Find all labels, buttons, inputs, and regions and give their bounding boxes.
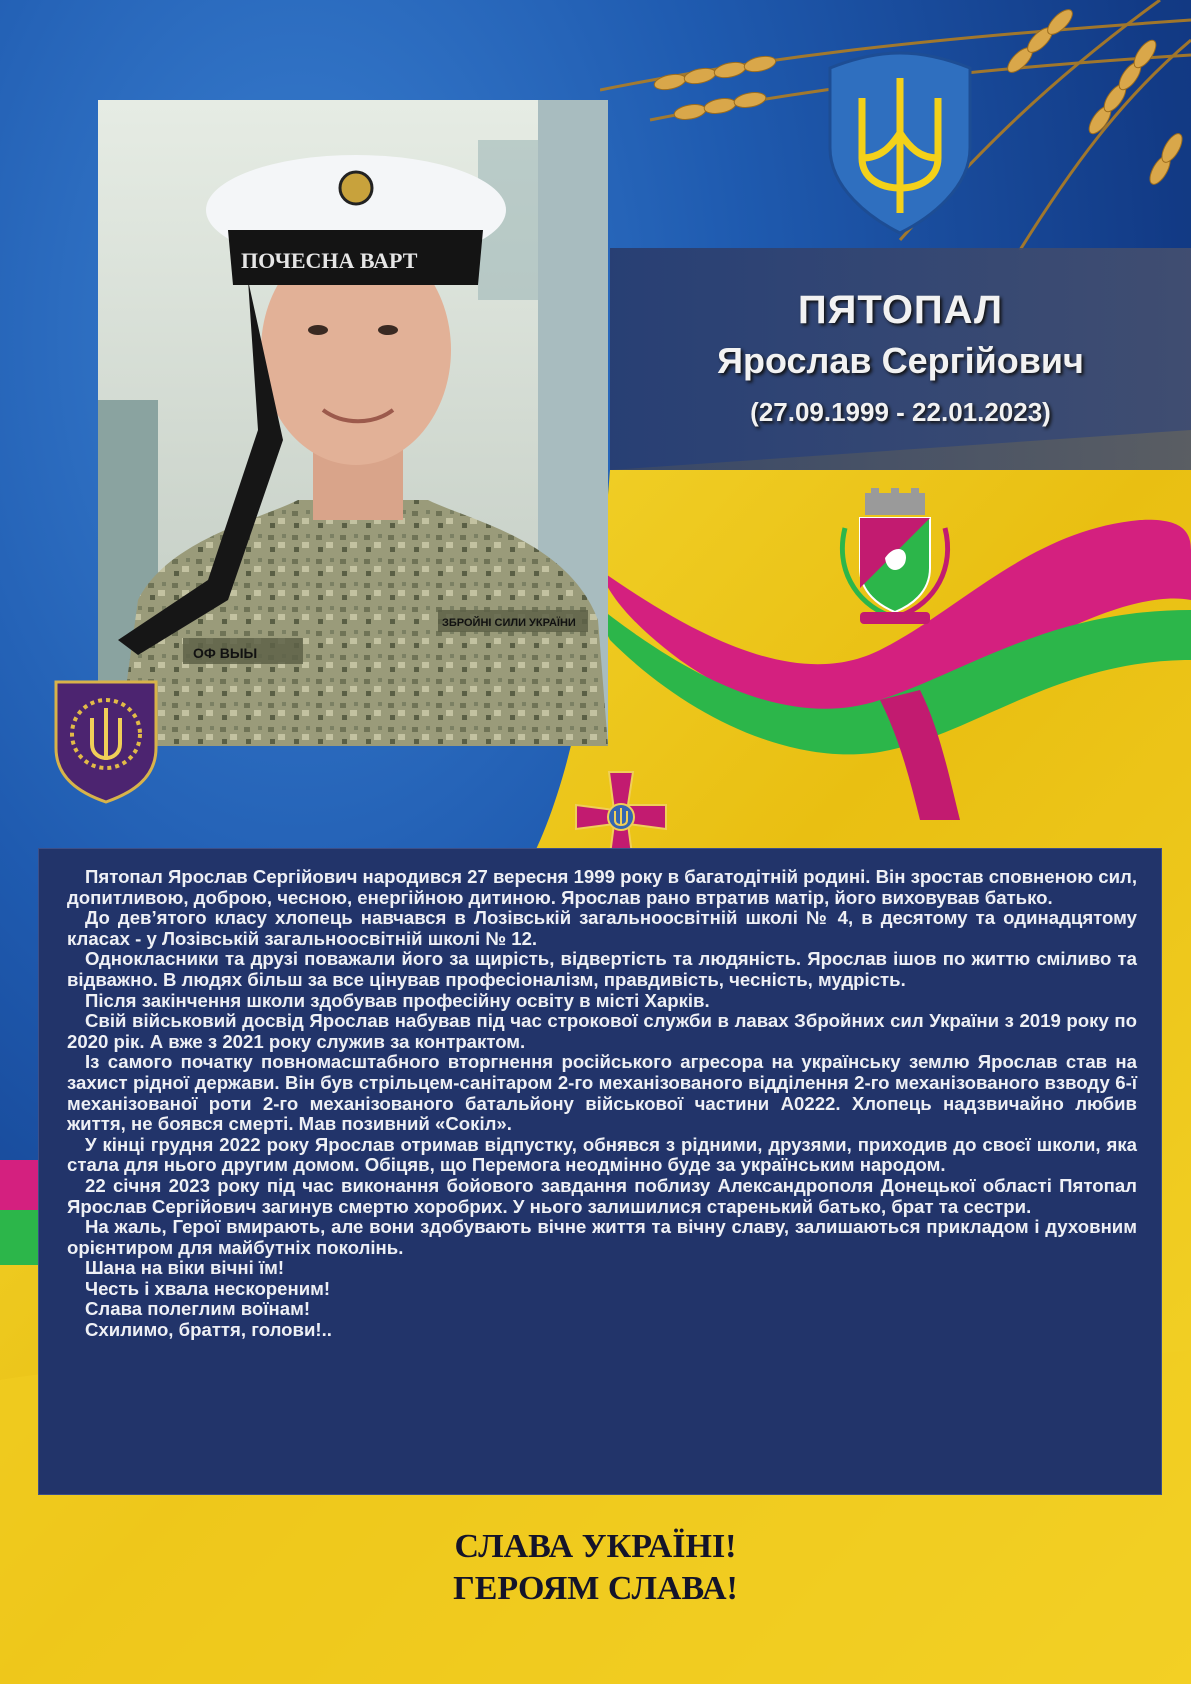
bio-paragraph: Після закінчення школи здобував професійну освіту в місті Харків. xyxy=(85,989,710,1011)
unit-tape-text: ЗБРОЙНІ СИЛИ УКРАЇНИ xyxy=(442,617,576,629)
bio-paragraph: На жаль, Герої вмирають, але вони здобувають вічне життя та вічну славу, залишаються прикладом і духовним орієнтиром для майбутніх поколінь. xyxy=(67,1216,1137,1258)
biography-panel xyxy=(38,848,1162,1495)
surname: ПЯТОПАЛ xyxy=(797,288,1004,332)
left-ribbon-fragment xyxy=(0,1160,40,1280)
purple-badge-icon xyxy=(52,678,160,804)
tribute-line: Слава полеглим воїнам! xyxy=(85,1298,311,1320)
cap-band-text: ПОЧЕСНА ВАРТ xyxy=(241,248,418,273)
bio-paragraph: Із самого початку повномасштабного вторгнення російського агресора на українську землю Ярослав став на захист рідної держави. Він був стрільцем-санітаром 2-го механізованого відділення 2-го механізованого взводу 6-ї механізованої роти 2-го механізованого батальйону військової частини А0222. Хлопець надзвичайно любив життя, не боявся смерті. Мав позивний «Сокіл». xyxy=(67,1051,1137,1135)
life-dates: (27.09.1999 - 22.01.2023) xyxy=(750,397,1051,427)
bio-paragraph: У кінці грудня 2022 року Ярослав отримав відпустку, обнявся з рідними, друзями, приходив до своєї школи, яка стала для нього другим домом. Обіцяв, що Перемога неодмінно буде за українським народом. xyxy=(67,1133,1137,1176)
trident-shield-icon xyxy=(800,38,1000,238)
bio-paragraph: 22 січня 2023 року під час виконання бойового завдання поблизу Александрополя Донецької області Пятопал Ярослав Сергійович загинув смертю хоробрих. У нього залишилися старенький батько, брат та сестри. xyxy=(67,1174,1137,1217)
full-name: Ярослав Сергійович xyxy=(717,340,1084,381)
bio-paragraph: До дев’ятого класу хлопець навчався в Лозівській загальноосвітній школі № 4, в десятому та одинадцятому класах - у Лозівській загальноосвітній школі № 12. xyxy=(67,907,1137,949)
bio-paragraph: Однокласники та друзі поважали його за щирість, відвертість та людяність. Ярослав ішов по життю сміливо та відважно. В людях більш за все цінував професіоналізм, правдивість, чесність, мудрість. xyxy=(67,948,1137,990)
bio-paragraph: Пятопал Ярослав Сергійович народився 27 вересня 1999 року в багатодітній родині. Він зростав сповненою сил, допитливою, доброю, чесною, енергійною дитиною. Ярослав рано втратив матір, його виховував батько. xyxy=(67,866,1138,908)
tribute-line: Честь і хвала нескореним! xyxy=(85,1277,331,1299)
lozova-coat-of-arms-icon xyxy=(825,488,965,628)
bio-paragraph: Свій військовий досвід Ярослав набував під час строкової служби в лавах Збройних сил України з 2019 року по 2020 рік. А вже з 2021 року служив за контрактом. xyxy=(67,1010,1137,1052)
footer-slogan-1: СЛАВА УКРАЇНІ! xyxy=(454,1528,737,1565)
portrait-photo xyxy=(98,100,608,746)
nametape-text: ОФ ВЫЫ xyxy=(193,645,258,661)
tribute-line: Шана на віки вічні їм! xyxy=(85,1257,285,1279)
tribute-line: Схилимо, браття, голови!.. xyxy=(85,1319,332,1341)
footer-slogan-2: ГЕРОЯМ СЛАВА! xyxy=(453,1570,738,1607)
